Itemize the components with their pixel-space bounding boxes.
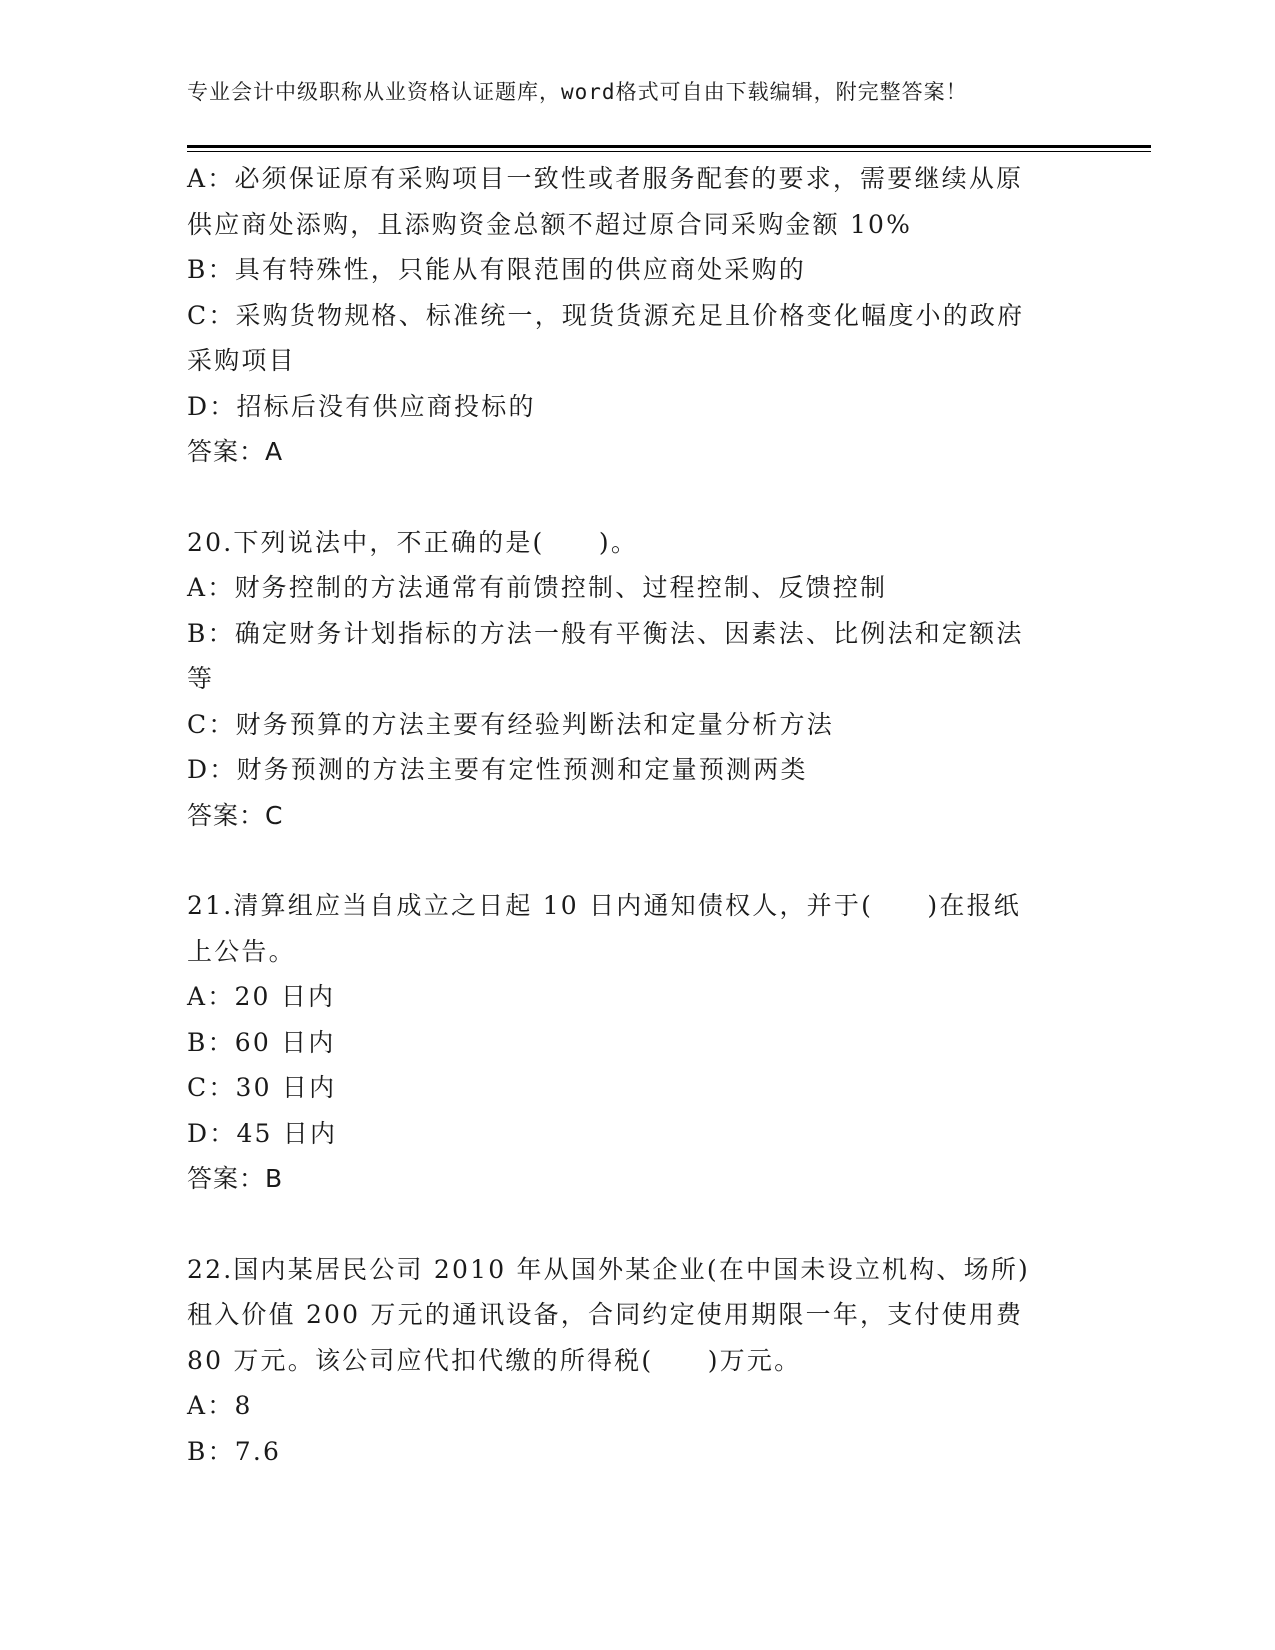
q19-option-a-line2: 供应商处添购，且添购资金总额不超过原合同采购金额 10% <box>187 209 913 239</box>
q19-option-b: B：具有特殊性，只能从有限范围的供应商处采购的 <box>187 255 806 284</box>
q20-option-b-line1: B：确定财务计划指标的方法一般有平衡法、因素法、比例法和定额法 <box>187 618 1024 648</box>
q21-answer: 答案：B <box>187 1164 284 1193</box>
q22-option-b: B：7.6 <box>187 1436 282 1466</box>
question-content <box>187 156 1087 1474</box>
q19-option-c-line1: C：采购货物规格、标准统一，现货货源充足且价格变化幅度小的政府 <box>187 300 1025 330</box>
q19-option-c-line2: 采购项目 <box>187 346 296 375</box>
q21-option-b: B：60 日内 <box>187 1027 336 1057</box>
q20-option-d: D：财务预测的方法主要有定性预测和定量预测两类 <box>187 755 808 784</box>
q21-question-line1: 21.清算组应当自成立之日起 10 日内通知债权人，并于( )在报纸 <box>187 891 1021 920</box>
question-19-tail <box>187 156 1087 475</box>
q22-question-line1: 22.国内某居民公司 2010 年从国外某企业(在中国未设立机构、场所) <box>187 1254 1030 1284</box>
header-rule-thick <box>187 145 1151 148</box>
header-note: 专业会计中级职称从业资格认证题库，word格式可自由下载编辑，附完整答案！ <box>187 80 968 104</box>
question-20 <box>187 520 1087 839</box>
spacer <box>187 475 1087 520</box>
q20-option-b-line2: 等 <box>187 664 215 693</box>
q19-option-a-line1: A：必须保证原有采购项目一致性或者服务配套的要求，需要继续从原 <box>187 164 1024 193</box>
question-21 <box>187 883 1087 1202</box>
q19-answer: 答案：A <box>187 437 284 466</box>
q20-option-c: C：财务预算的方法主要有经验判断法和定量分析方法 <box>187 709 834 739</box>
q22-question-line3: 80 万元。该公司应代扣代缴的所得税( )万元。 <box>187 1345 802 1375</box>
q21-option-c: C：30 日内 <box>187 1073 337 1102</box>
q21-option-d: D：45 日内 <box>187 1118 338 1148</box>
header-rule-thin <box>187 151 1151 152</box>
q22-question-line2: 租入价值 200 万元的通讯设备，合同约定使用期限一年，支付使用费 <box>187 1300 1024 1329</box>
q21-option-a: A：20 日内 <box>187 982 336 1011</box>
question-22 <box>187 1247 1087 1475</box>
spacer <box>187 838 1087 883</box>
q22-option-a: A：8 <box>187 1391 253 1420</box>
q21-question-line2: 上公告。 <box>187 936 296 966</box>
q19-option-d: D：招标后没有供应商投标的 <box>187 391 536 421</box>
q20-option-a: A：财务控制的方法通常有前馈控制、过程控制、反馈控制 <box>187 573 888 602</box>
q20-question: 20.下列说法中，不正确的是( )。 <box>187 527 639 557</box>
q20-answer: 答案：C <box>187 800 284 830</box>
spacer <box>187 1202 1087 1247</box>
